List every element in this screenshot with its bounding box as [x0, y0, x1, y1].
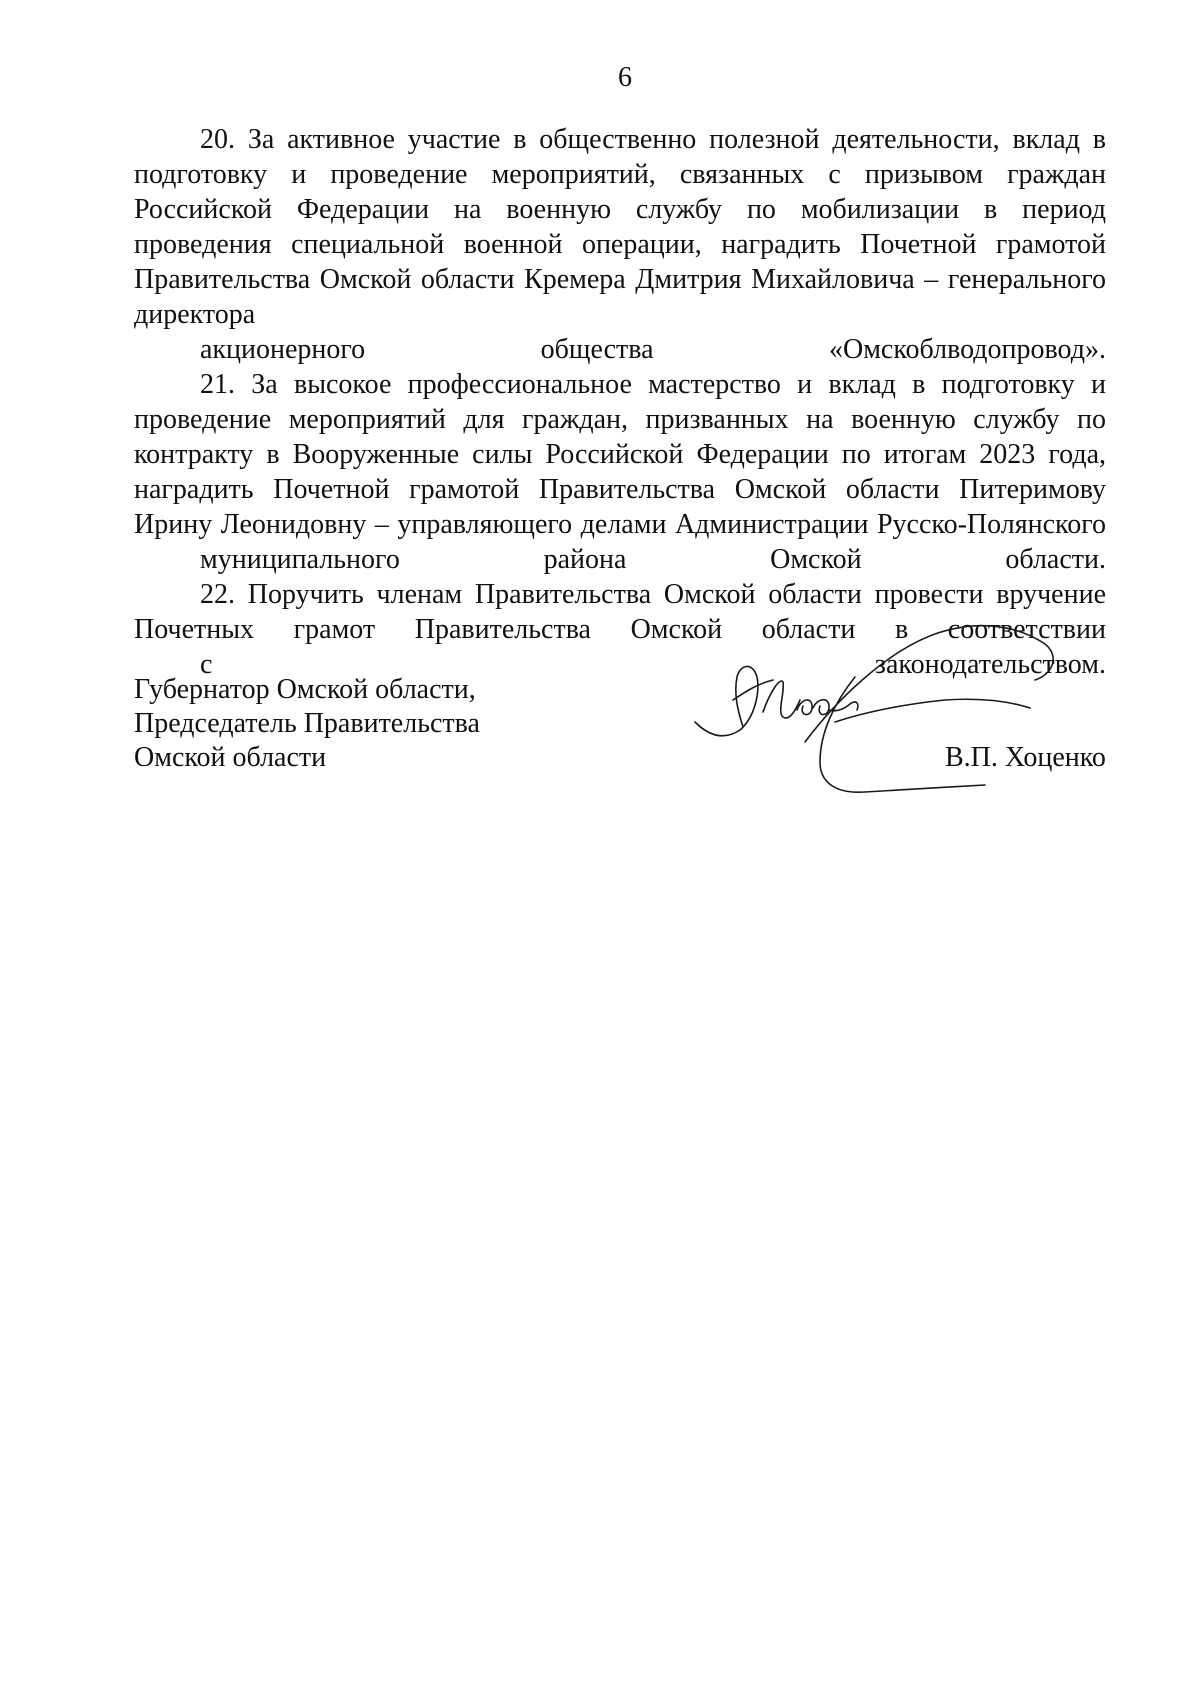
- signatory-title-line-1: Губернатор Омской области,: [134, 674, 476, 705]
- handwritten-signature: [685, 622, 1085, 812]
- paragraph-20: [134, 122, 1106, 367]
- paragraph-22-text: 22. Поручить членам Правительства Омской области провести вручение Почетных грамот Правительства Омской области в соответствии: [134, 579, 1106, 645]
- document-body: [134, 122, 1106, 682]
- page-number: 6: [618, 62, 632, 93]
- paragraph-20-text: 20. За активное участие в общественно полезной деятельности, вклад в подготовку и проведение мероприятий, связанных с призывом граждан Российской Федерации на военную службу по мобилизации в период проведения специальной военной операции, наградить Почетной грамотой Правительства Омской области Кремера Дмитрия Михайловича – генерального директора: [134, 124, 1106, 330]
- paragraph-21: [134, 367, 1106, 577]
- signer-name: В.П. Хоценко: [945, 742, 1106, 773]
- signatory-title-line-2: Председатель Правительства: [134, 708, 480, 739]
- paragraph-21-text: 21. За высокое профессиональное мастерство и вклад в подготовку и проведение мероприятий для граждан, призванных на военную службу по контракту в Вооруженные силы Российской Федерации по итогам 2023 года, наградить Почетной грамотой Правительства Омской области Питеримову Ирину Леонидовну – управляющего делами Администрации Русско-Полянского: [134, 369, 1106, 540]
- signatory-title-line-3: Омской области: [134, 742, 327, 773]
- paragraph-22-last-line: с законодательством.: [200, 649, 1106, 680]
- paragraph-21-last-line: муниципального района Омской области.: [200, 544, 1106, 575]
- paragraph-20-last-line: акционерного общества «Омскоблводопровод».: [200, 334, 1106, 365]
- signatory-title-block: [134, 673, 480, 775]
